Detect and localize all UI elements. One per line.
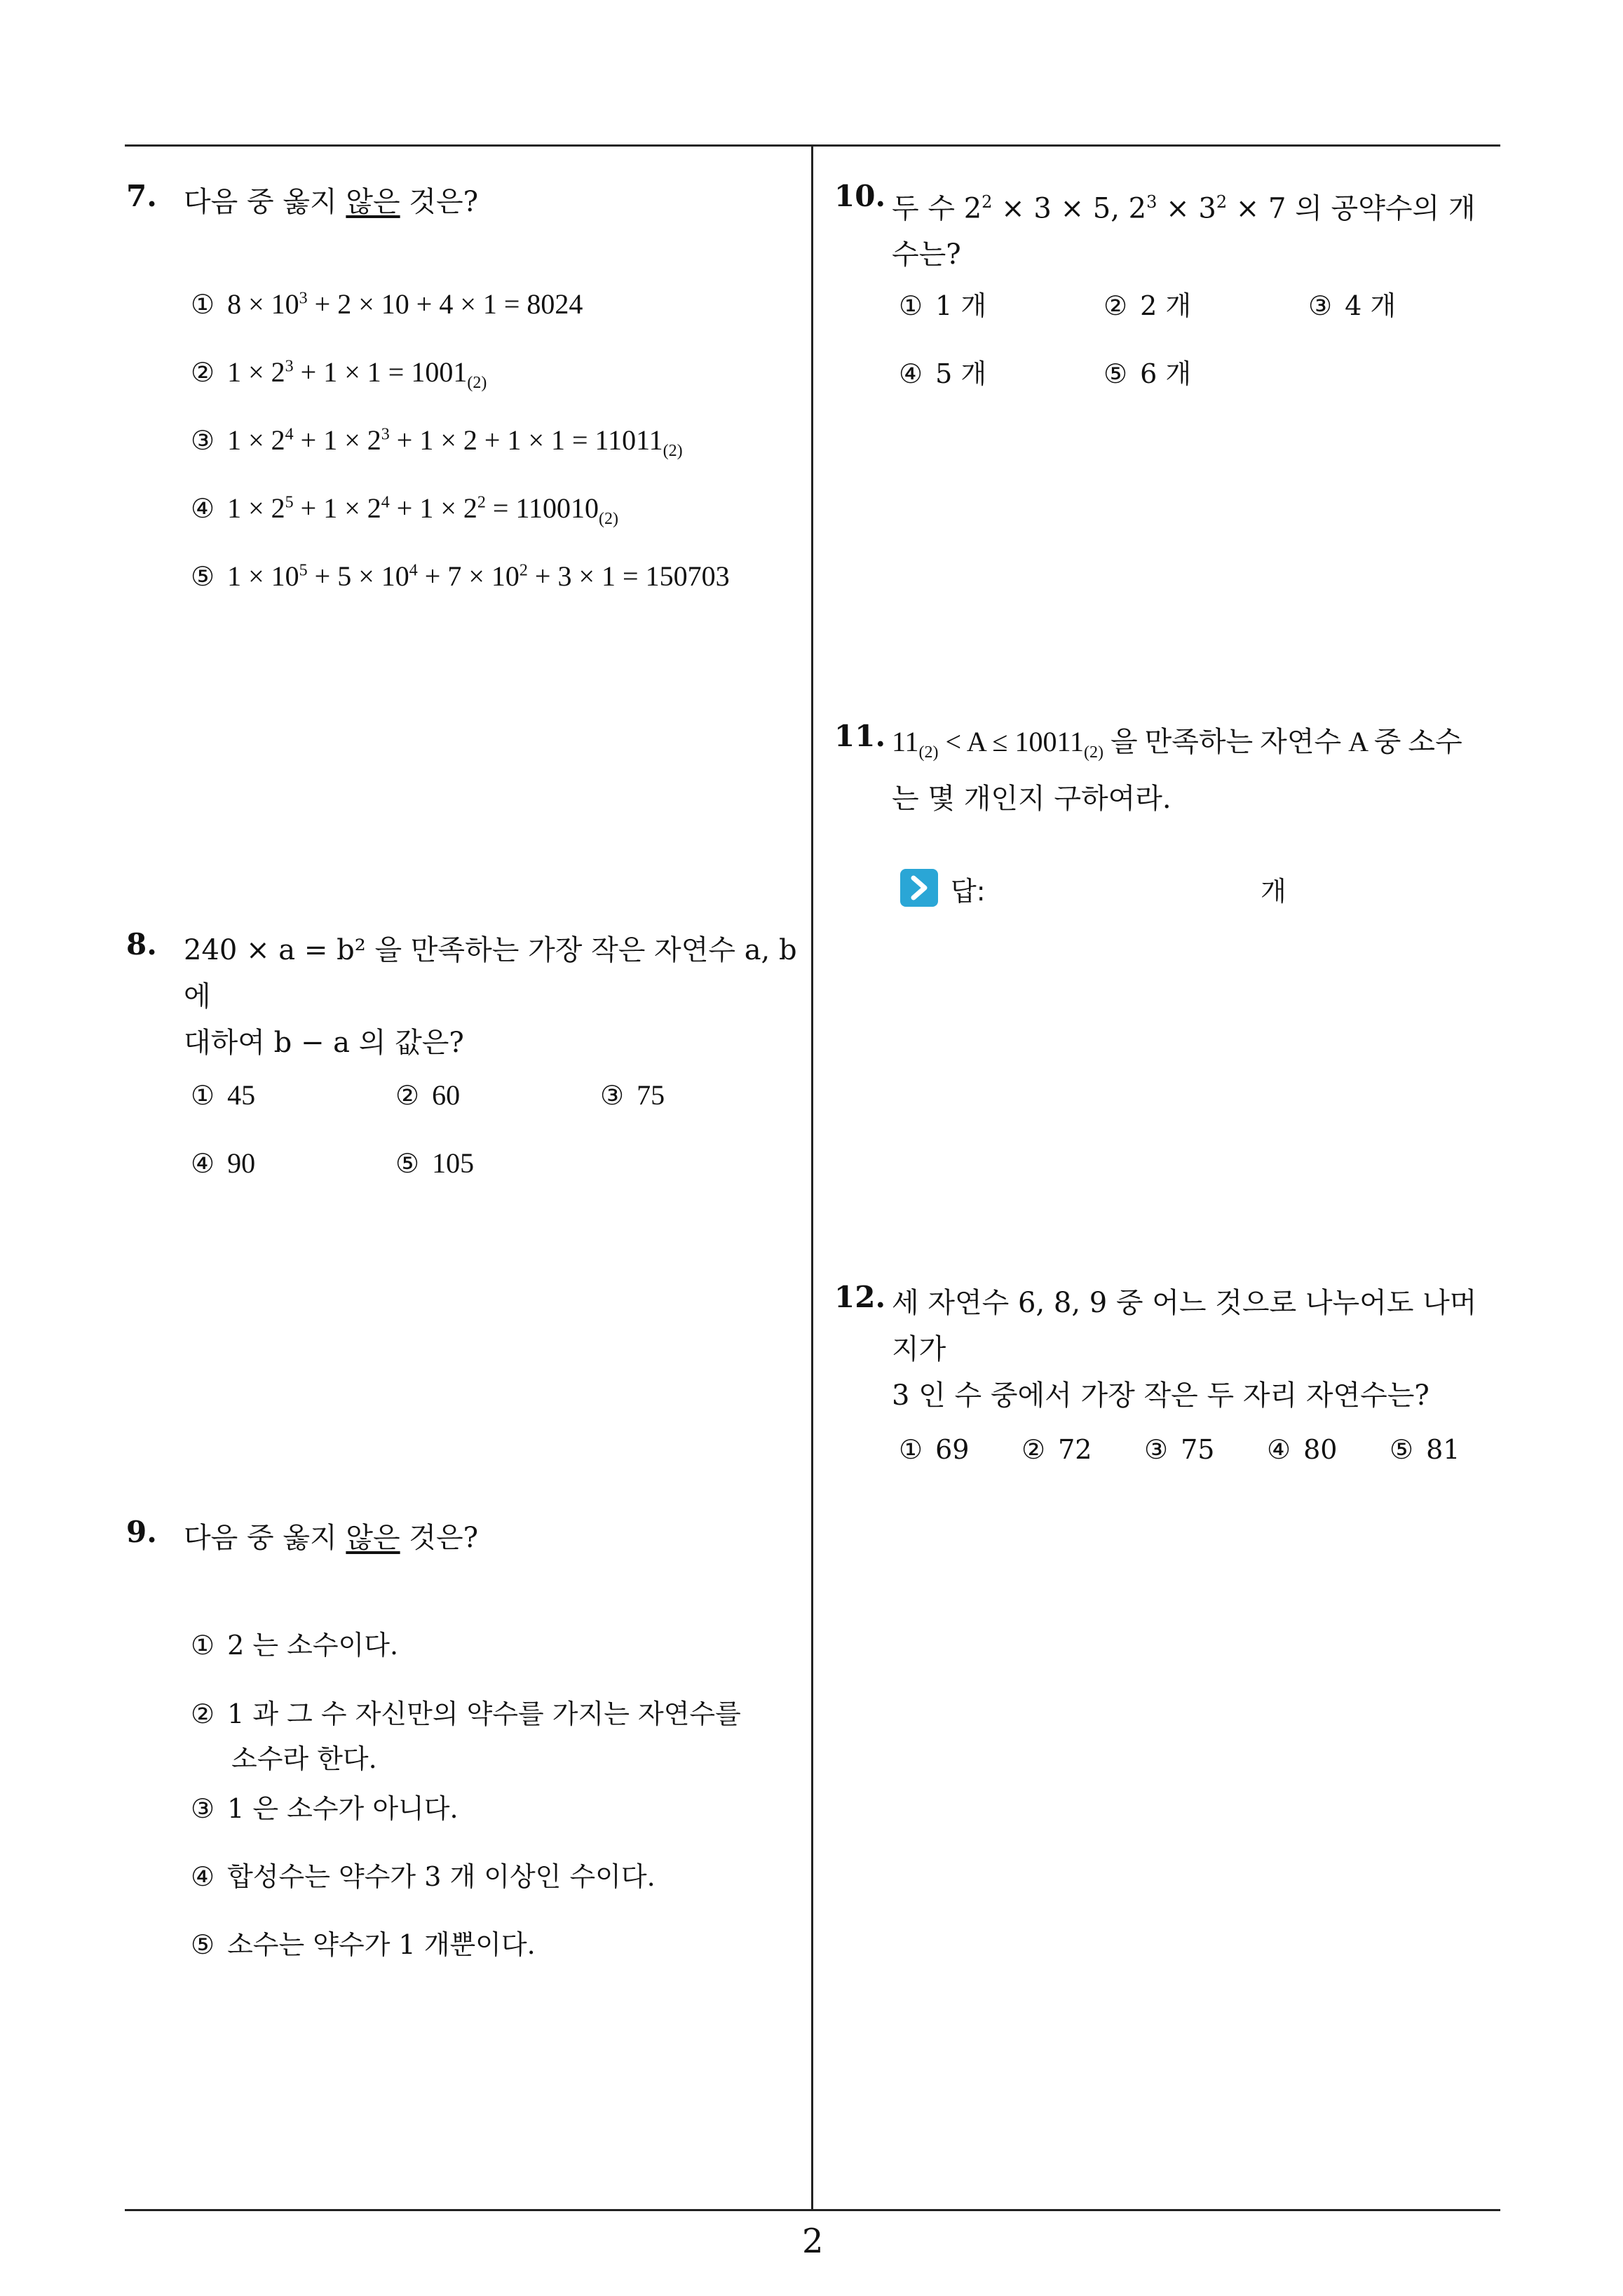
underlined-word: 않은	[346, 186, 400, 218]
question-number: 12.	[834, 1280, 886, 1314]
option-5[interactable]: ⑤ 6 개	[1103, 358, 1192, 389]
question-text: 다음 중 옳지 않은 것은?	[184, 186, 479, 218]
question-number: 7.	[126, 179, 157, 213]
page-number: 2	[802, 2222, 824, 2261]
underlined-word: 않은	[346, 1522, 400, 1554]
question-12	[834, 1280, 1500, 1419]
answer-field[interactable]	[1010, 864, 1248, 906]
option-4[interactable]: ④ 5 개	[899, 358, 987, 389]
option-2[interactable]: ② 1 과 그 수 자신만의 약수를 가지는 자연수를 소수라 한다.	[191, 1699, 741, 1774]
question-number: 8.	[126, 927, 157, 961]
question-8	[126, 927, 806, 1066]
question-11	[834, 719, 1500, 822]
option-3[interactable]: ③ 75	[1144, 1434, 1215, 1465]
question-10	[834, 179, 1493, 278]
question-text: 다음 중 옳지 않은 것은?	[184, 1522, 479, 1554]
question-number: 9.	[126, 1515, 157, 1549]
question-text: 세 자연수 6, 8, 9 중 어느 것으로 나누어도 나머지가 3 인 수 중에서 가장 작은 두 자리 자연수는?	[892, 1287, 1477, 1412]
option-5[interactable]: ⑤ 소수는 약수가 1 개뿐이다.	[191, 1929, 536, 1960]
option-5[interactable]: ⑤ 105	[395, 1147, 475, 1179]
bottom-rule	[125, 2209, 1500, 2211]
answer-label: 답:	[951, 876, 986, 907]
question-text: 두 수 $2^2 \times 3 \times 5$, $2^3 \times 3^2 \times 7$ 의 공약수의 개수는?	[892, 192, 1476, 271]
answer-arrow-icon	[900, 869, 938, 907]
option-2[interactable]: ② 2 개	[1103, 290, 1192, 321]
question-number: 10.	[834, 179, 886, 213]
question-text: 240 × a = b² 을 만족하는 가장 작은 자연수 a, b 에 대하여 b − a 의 값은?	[184, 934, 797, 1059]
option-1[interactable]: ① 1 개	[899, 290, 987, 321]
option-1[interactable]: ① 2 는 소수이다.	[191, 1630, 399, 1661]
option-2[interactable]: ② 60	[395, 1079, 461, 1111]
option-2[interactable]: ② $1 \times 2^3 + 1 \times 1 = 1001_{(2)}$	[191, 356, 487, 392]
question-number: 11.	[834, 719, 886, 753]
option-4[interactable]: ④ 90	[191, 1147, 256, 1179]
option-2[interactable]: ② 72	[1021, 1434, 1092, 1465]
answer-unit: 개	[1261, 876, 1286, 907]
option-1[interactable]: ① 45	[191, 1079, 256, 1111]
question-text: $11_{(2)} < A \le 10011_{(2)}$ 을 만족하는 자연수 A 중 소수 는 몇 개인지 구하여라.	[892, 726, 1462, 815]
option-4[interactable]: ④ $1 \times 2^5 + 1 \times 2^4 + 1 \times 2^2 = 110010_{(2)}$	[191, 492, 618, 528]
option-1[interactable]: ① 69	[899, 1434, 970, 1465]
question-9	[126, 1515, 799, 1561]
question-7	[126, 179, 799, 225]
option-3[interactable]: ③ 1 은 소수가 아니다.	[191, 1793, 459, 1824]
option-1[interactable]: ① $8 \times 10^3 + 2 \times 10 + 4 \times 1 = 8024$	[191, 288, 583, 320]
option-4[interactable]: ④ 80	[1267, 1434, 1338, 1465]
column-divider	[811, 144, 813, 2210]
option-5[interactable]: ⑤ 81	[1390, 1434, 1460, 1465]
option-3[interactable]: ③ 4 개	[1308, 290, 1397, 321]
option-3[interactable]: ③ $1 \times 2^4 + 1 \times 2^3 + 1 \times 2 + 1 \times 1 = 11011_{(2)}$	[191, 424, 683, 460]
option-4[interactable]: ④ 합성수는 약수가 3 개 이상인 수이다.	[191, 1861, 656, 1892]
option-5[interactable]: ⑤ $1 \times 10^5 + 5 \times 10^4 + 7 \times 10^2 + 3 \times 1 = 150703$	[191, 560, 730, 592]
option-3[interactable]: ③ 75	[600, 1079, 665, 1111]
